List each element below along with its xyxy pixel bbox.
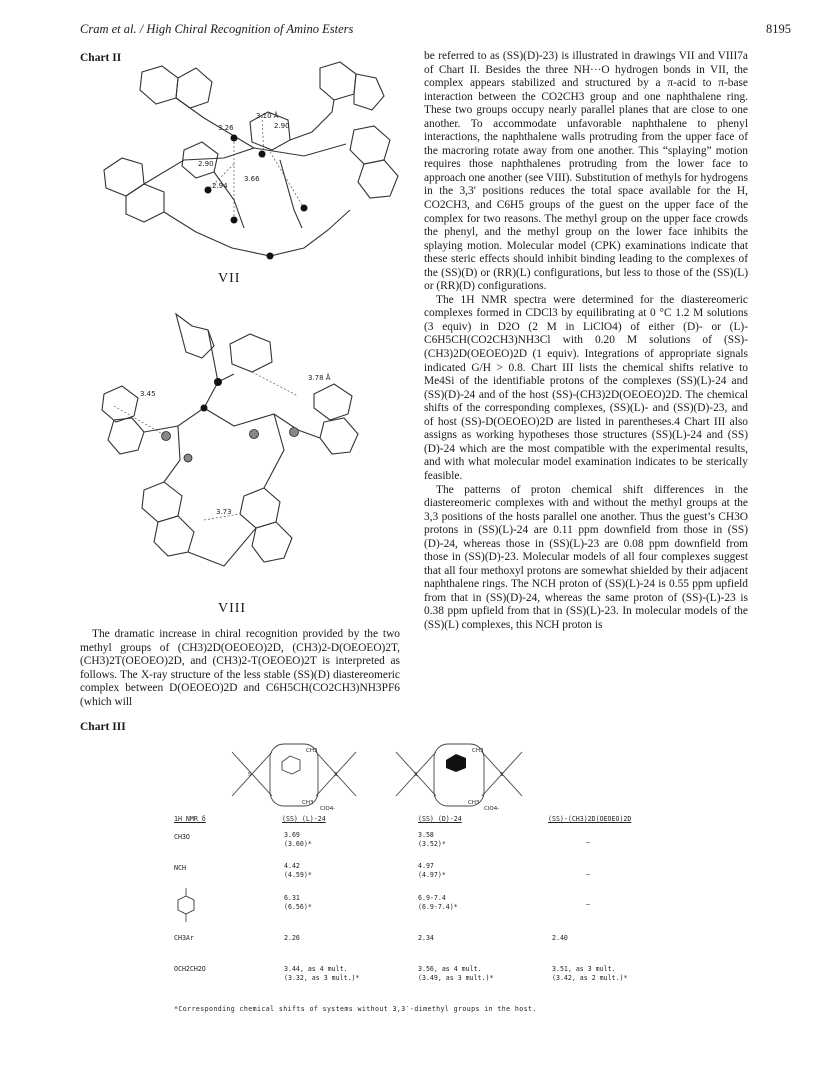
cell-value: (3.42, as 2 mult.)*: [552, 974, 628, 982]
struct-label: S: [500, 772, 504, 778]
struct-label: CH3: [468, 800, 480, 806]
structure-vii-label: VII: [218, 271, 241, 286]
cell-value: 4.42: [284, 862, 300, 870]
chart-iii-label: Chart III: [80, 721, 126, 733]
row-label: OCH2CH2O: [174, 965, 206, 973]
struct-label: CH3: [306, 748, 318, 754]
distance-label: 2.90: [274, 122, 290, 130]
distance-label: 3.26: [218, 124, 234, 132]
distance-label: 2.90: [198, 160, 214, 168]
cell-value: (3.52)*: [418, 840, 446, 848]
cell-value: 3.51, as 3 mult.: [552, 965, 616, 973]
paragraph: be referred to as (SS)(D)-23) is illustrated in drawings VII and VIII7a of Chart II. Besides the three NH···O hydrogen bonds in VII, the complex appears stabilized and structured by a π-acid to π-base interaction between the CO2CH3 group and one naphthalene ring. These two groups occupy nearly parallel planes that are close to one another. To accommodate unfavorable naphthalene to phenyl interactions, the naphthalene walls protruding from the upper face of the macroring rotate away from one another. This “splaying” motion requires those naphthalenes protruding from the lower face to approach one another (see VIII). Substitution of methyls for hydrogens in the 3,3′ positions reduces the total space available for the H, CO2CH3, and C6H5 groups of the guest on the upper face of the complex for two reasons. The methyl group on the upper face crowds the phenyl, and the methyl group on the lower face inhibits the splaying motion. Molecular model (CPK) examinations indicate that these steric effects should inhibit binding leading to the complexes of the (SS)(D) or (RR)(L) configurations, but less to those of the (SS)(L) or (RR)(D) configurations.: [424, 50, 748, 293]
struct-label: ClO4-: [484, 806, 500, 812]
cell-value: 3.69: [284, 831, 300, 839]
cell-value: –: [586, 900, 590, 908]
cell-value: 3.56, as 4 mult.: [418, 965, 482, 973]
distance-label: 2.94: [212, 182, 228, 190]
running-header: Cram et al. / High Chiral Recognition of Amino Esters: [80, 22, 354, 36]
struct-label: ClO4-: [320, 806, 336, 812]
distance-label: 3.66: [244, 175, 260, 183]
footnote: *Corresponding chemical shifts of systems without 3,3′-dimethyl groups in the host.: [174, 1005, 537, 1013]
cell-value: (4.97)*: [418, 871, 446, 879]
cell-value: 2.26: [284, 934, 300, 942]
struct-label: CH3: [302, 800, 314, 806]
cell-value: (4.59)*: [284, 871, 312, 879]
cell-value: 6.9-7.4: [418, 894, 446, 902]
struct-label: S: [414, 772, 418, 778]
structure-viii-label: VIII: [218, 601, 247, 616]
cell-value: 3.58: [418, 831, 434, 839]
cell-value: 4.97: [418, 862, 434, 870]
paragraph: The patterns of proton chemical shift differences in the diastereomeric complexes with and without the methyl groups at the 3,3 positions of the hosts parallel one another. Thus the guest’s CH3O protons in (SS)(L)-24 are 0.11 ppm downfield from those in (SS)(D)-24, whereas those in (SS)(L)-23 are 0.08 ppm downfield from those in (SS)(D)-23. Molecular models of all four complexes suggest that all four methoxyl protons are somewhat shielded by their adjacent naphthalene rings. The NCH proton of (SS)(L)-24 is 0.55 ppm upfield from that in (SS)(D)-24, whereas the same proton of (SS)-(L)-23 is 0.38 ppm upfield from that in (SS)(L)-23. In molecular models of the (SS)(L) complexes, this NCH proton is: [424, 483, 748, 631]
chart-ii-label: Chart II: [80, 52, 122, 64]
row-label: CH3Ar: [174, 934, 194, 942]
cell-value: (3.49, as 3 mult.)*: [418, 974, 494, 982]
cell-value: 2.40: [552, 934, 568, 942]
cell-value: (6.56)*: [284, 903, 312, 911]
struct-label: S: [334, 772, 338, 778]
distance-label: 3.10 Å: [256, 112, 279, 120]
cell-value: 2.34: [418, 934, 434, 942]
distance-label: 3.45: [140, 390, 156, 398]
cell-value: 3.44, as 4 mult.: [284, 965, 348, 973]
row-label: NCH: [174, 864, 186, 872]
cell-value: (3.60)*: [284, 840, 312, 848]
row-label: CH3O: [174, 833, 190, 841]
paragraph: The 1H NMR spectra were determined for the diastereomeric complexes formed in CDCl3 by equilibrating at 0 °C 1.2 M solutions (3 equiv) in D2O (2 M in LiClO4) of either (D)- or (L)-C6H5CH(CO2CH3)NH3Cl with 0.20 M solutions of (SS)-(CH3)2D(OEOEO)2D (1 equiv). Integrations of appropriate signals indicated G/H > 0.8. Chart III lists the chemical shifts relative to Me4Si of the identifiable protons of the complexes (SS)(L)-24 and (SS)(D)-24 and of the host (SS)-(CH3)2D(OEOEO)2D. The chemical shifts of the corresponding complexes, (SS)(L)- and (SS)(D)-23, and of host (SS)-D(OEOEO)2D are listed in parentheses.4 Chart III also assigns as working hypotheses those structures (SS)(L)-24 and (SS)(D)-24 which are the most compatible with the experimental results, and with what molecular model examination indicates to be sterically feasible.: [424, 293, 748, 482]
cell-value: (3.32, as 3 mult.)*: [284, 974, 360, 982]
distance-label: 3.78 Å: [308, 374, 331, 382]
distance-label: 3.73: [216, 508, 232, 516]
paragraph: The dramatic increase in chiral recognition provided by the two methyl groups of (CH3)2D(OEOEO)2D, (CH3)2-D(OEOEO)2T, (CH3)2T(OEOEO)2D, and (CH3)2-T(OEOEO)2T is interpreted as follows. The X-ray structure of the less stable (SS)(D) diastereomeric complex between D(OEOEO)2D and C6H5CH(CO2CH3)NH3PF6 (which will: [80, 628, 400, 708]
cell-value: –: [586, 870, 590, 878]
column-header: (SS) (L)-24: [282, 815, 326, 823]
column-header: 1H NMR δ: [174, 815, 206, 823]
cell-value: 6.31: [284, 894, 300, 902]
cell-value: (6.9-7.4)*: [418, 903, 458, 911]
struct-label: CH3: [472, 748, 484, 754]
column-header: (SS) (D)-24: [418, 815, 462, 823]
column-header: (SS)-(CH3)2D(OEOEO)2D: [548, 815, 632, 823]
cell-value: –: [586, 838, 590, 846]
struct-label: S: [248, 772, 252, 778]
aryl-structure: [174, 888, 198, 924]
page-number: 8195: [766, 22, 791, 36]
